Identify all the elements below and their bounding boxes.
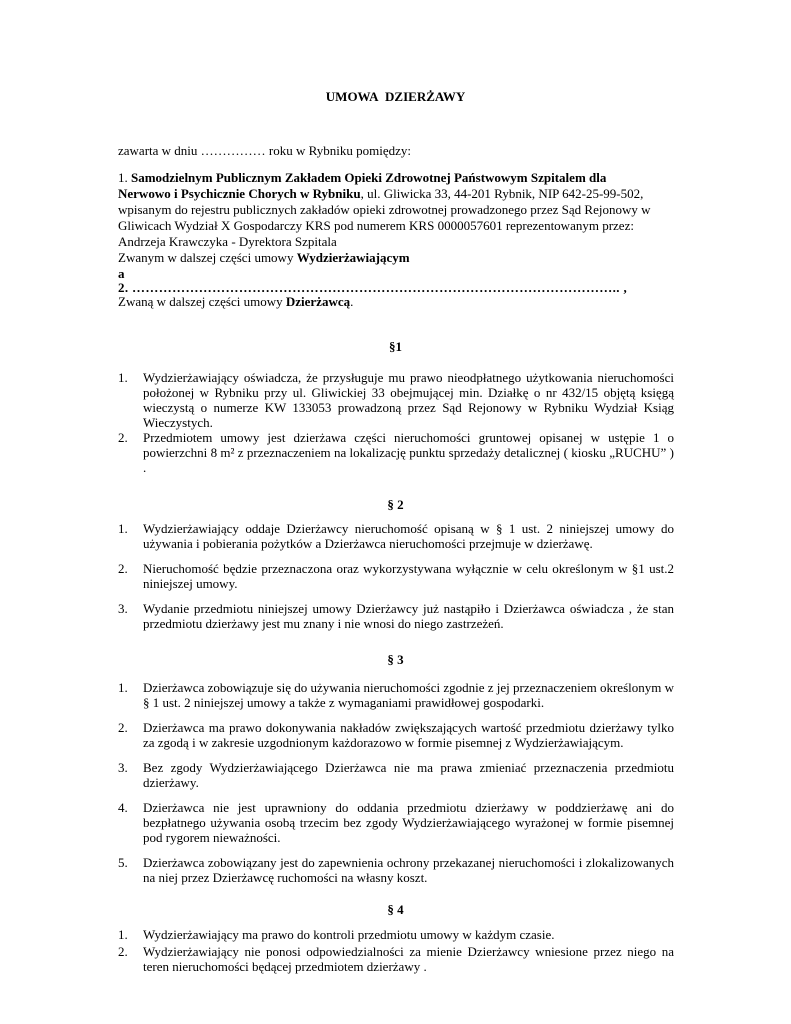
party1-role-name: Wydzierżawiającym — [296, 250, 410, 265]
item-number: 2. — [118, 720, 128, 735]
section-heading-3: § 3 — [387, 652, 404, 667]
party1-representative: Andrzeja Krawczyka - Dyrektora Szpitala — [118, 234, 337, 249]
item-text: Dzierżawca nie jest uprawniony do oddania przedmiotu dzierżawy w poddzierżawę ani do bezpłatnego używania osobą trzecim bez zgody Wydzierżawiającego wyrażonej w formie pisemnej pod rygorem nieważności. — [143, 800, 674, 845]
item-text: Przedmiotem umowy jest dzierżawa części nieruchomości gruntowej opisanej w ustępie 1 o powierzchni 8 m² z przeznaczeniem na lokalizację punktu sprzedaży detalicznej ( kiosku „RUCHU” ) . — [143, 430, 674, 475]
section-heading-2: § 2 — [387, 497, 404, 512]
document-title: UMOWA DZIERŻAWY — [325, 89, 466, 104]
section-1-list — [118, 370, 674, 475]
item-number: 3. — [118, 760, 128, 775]
item-text: Bez zgody Wydzierżawiającego Dzierżawca nie ma prawa zmieniać przeznaczenia przedmiotu dzierżawy. — [143, 760, 674, 790]
item-number: 1. — [118, 370, 128, 385]
item-number: 2. — [118, 561, 128, 576]
list-item — [118, 370, 674, 430]
party1-line4: Gliwicach Wydział X Gospodarczy KRS pod numerem KRS 0000057601 reprezentowanym przez: — [118, 218, 634, 233]
list-item — [118, 561, 674, 591]
list-item — [118, 430, 674, 475]
item-number: 2. — [118, 430, 128, 445]
party1-name-bold-1: Samodzielnym Publicznym Zakładem Opieki Zdrowotnej Państwowym Szpitalem dla — [131, 170, 607, 185]
item-number: 1. — [118, 927, 128, 942]
party1-address: , ul. Gliwicka 33, 44-201 Rybnik, NIP 642-25-99-502, — [360, 186, 644, 201]
item-text: Dzierżawca zobowiązany jest do zapewnienia ochrony przekazanej nieruchomości i zlokalizowanych na niej przez Dzierżawcę ruchomości na własny koszt. — [143, 855, 674, 885]
party1-called-prefix: Zwanym w dalszej części umowy — [118, 250, 297, 265]
item-text: Dzierżawca zobowiązuje się do używania nieruchomości zgodnie z jej przeznaczeniem określonym w § 1 ust. 2 niniejszej umowy a także z wymaganiami prawidłowej gospodarki. — [143, 680, 674, 710]
item-text: Nieruchomość będzie przeznaczona oraz wykorzystywana wyłącznie w celu określonym w §1 ust.2 niniejszej umowy. — [143, 561, 674, 591]
list-item — [118, 855, 674, 885]
party1-line1 — [118, 170, 606, 185]
item-number: 2. — [118, 944, 128, 959]
party2-called-prefix: Zwaną w dalszej części umowy — [118, 294, 286, 309]
intro-line: zawarta w dniu …………… roku w Rybniku pomiędzy: — [118, 143, 412, 158]
item-text: Wydzierżawiający oświadcza, że przysługuje mu prawo nieodpłatnego użytkowania nieruchomości położonej w Rybniku przy ul. Gliwickiej 33 obejmującej min. Działkę o nr 432/15 objętą księgą wieczystą o numerze KW 133053 prowadzoną przez Sąd Rejonowy w Rybniku Wydział Ksiąg Wieczystych. — [143, 370, 674, 430]
party1-line2 — [118, 186, 643, 201]
party1-line3: wpisanym do rejestru publicznych zakładów opieki zdrowotnej prowadzonego przez Sąd Rejonowy w — [118, 202, 651, 217]
item-text: Wydzierżawiający oddaje Dzierżawcy nieruchomość opisaną w § 1 ust. 2 niniejszej umowy do używania i pobierania pożytków a Dzierżawca nieruchomości przejmuje w dzierżawę. — [143, 521, 674, 551]
item-text: Wydzierżawiający ma prawo do kontroli przedmiotu umowy w każdym czasie. — [143, 927, 555, 942]
item-number: 1. — [118, 521, 128, 536]
list-item — [118, 800, 674, 845]
party2-called-suffix: . — [350, 294, 354, 309]
party2-placeholder: 2. ……………………………………………………………………………………………….. , — [118, 280, 628, 295]
section-heading-1: §1 — [389, 339, 402, 354]
party1-number: 1. — [118, 170, 128, 185]
item-number: 3. — [118, 601, 128, 616]
list-item — [118, 944, 674, 974]
list-item — [118, 680, 674, 710]
list-item — [118, 601, 674, 631]
conjunction: a — [118, 266, 125, 281]
list-item — [118, 927, 674, 942]
party2-called-as — [118, 294, 353, 309]
item-text: Wydanie przedmiotu niniejszej umowy Dzierżawcy już nastąpiło i Dzierżawca oświadcza , że stan przedmiotu dzierżawy jest mu znany i nie wnosi do niego zastrzeżeń. — [143, 601, 674, 631]
item-number: 1. — [118, 680, 128, 695]
list-item — [118, 760, 674, 790]
list-item — [118, 521, 674, 551]
item-text: Dzierżawca ma prawo dokonywania nakładów zwiększających wartość przedmiotu dzierżawy tylko za zgodą i w zakresie uzgodnionym każdorazowo w formie pisemnej z Wydzierżawiającym. — [143, 720, 674, 750]
party2-role-name: Dzierżawcą — [285, 294, 351, 309]
party1-called-as — [118, 250, 410, 265]
section-3-list — [118, 680, 674, 885]
section-heading-4: § 4 — [387, 902, 404, 917]
section-4-list — [118, 927, 674, 974]
section-2-list — [118, 521, 674, 631]
party1-name-bold-2: Nerwowo i Psychicznie Chorych w Rybniku — [118, 186, 361, 201]
item-number: 4. — [118, 800, 128, 815]
item-text: Wydzierżawiający nie ponosi odpowiedzialności za mienie Dzierżawcy wniesione przez niego na teren nieruchomości będącej przedmiotem dzierżawy . — [143, 944, 674, 974]
item-number: 5. — [118, 855, 128, 870]
list-item — [118, 720, 674, 750]
